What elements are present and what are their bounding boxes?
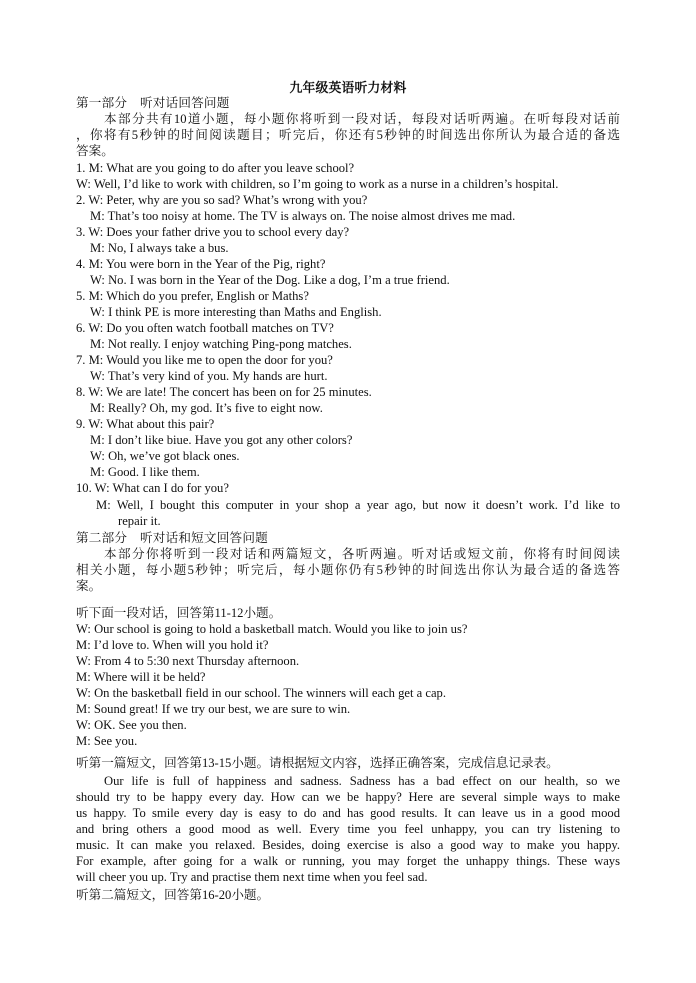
part2-heading: 第二部分 听对话和短文回答问题 <box>76 531 268 545</box>
dialogue-line: W: Our school is going to hold a basketball match. Would you like to join us? <box>76 622 468 636</box>
dialogue-line: W: OK. See you then. <box>76 718 187 732</box>
dialogue-line: M: Well, I bought this computer in your shop a year ago, but now it doesn’t work. I’d like to <box>96 498 620 512</box>
part2-intro-line: 案。 <box>76 579 102 593</box>
dialogue-line: 7. M: Would you like me to open the door for you? <box>76 353 333 367</box>
passage-line: and bring others a good mood as well. Every time you feel unhappy, you can try listening to <box>76 822 620 836</box>
part1-heading: 第一部分 听对话回答问题 <box>76 96 230 110</box>
dialogue-line: 8. W: We are late! The concert has been on for 25 minutes. <box>76 385 372 399</box>
dialogue-line: W: No. I was born in the Year of the Dog. Like a dog, I’m a true friend. <box>90 273 450 287</box>
part2-intro-line: 本部分你将听到一段对话和两篇短文，各听两遍。听对话或短文前，你将有时间阅读 <box>104 547 620 561</box>
dialogue-line: M: That’s too noisy at home. The TV is always on. The noise almost drives me mad. <box>90 209 516 223</box>
dialogue-line: M: See you. <box>76 734 138 748</box>
dialogue-line: W: Well, I’d like to work with children, so I’m going to work as a nurse in a children’s hospital. <box>76 177 559 191</box>
passage-line: Our life is full of happiness and sadness. Sadness has a bad effect on our health, so we <box>104 774 620 788</box>
dialogue-line: M: Really? Oh, my god. It’s five to eight now. <box>90 401 323 415</box>
dialogue-line: 4. M: You were born in the Year of the Pig, right? <box>76 257 326 271</box>
dialogue-line: M: I don’t like biue. Have you got any other colors? <box>90 433 353 447</box>
dialogue-line: 6. W: Do you often watch football matches on TV? <box>76 321 334 335</box>
dialogue-line: M: Not really. I enjoy watching Ping-pong matches. <box>90 337 352 351</box>
part2-intro-line: 相关小题，每小题5秒钟；听完后，每小题你仍有5秒钟的时间选出你认为最合适的备选答 <box>76 563 620 577</box>
section-label: 听第一篇短文，回答第13-15小题。请根据短文内容，选择正确答案，完成信息记录表。 <box>76 756 559 770</box>
section-label: 听第二篇短文，回答第16-20小题。 <box>76 888 270 902</box>
part1-intro-line: 本部分共有10道小题，每小题你将听到一段对话，每段对话听两遍。在听每段对话前 <box>104 112 620 126</box>
passage-line: should try to be happy every day. How can we be happy? Here are several simple ways to make <box>76 790 620 804</box>
passage-line: will cheer you up. Try and practise them next time when you feel sad. <box>76 870 428 884</box>
dialogue-line: M: I’d love to. When will you hold it? <box>76 638 269 652</box>
dialogue-line: W: I think PE is more interesting than Maths and English. <box>90 305 382 319</box>
dialogue-line: W: From 4 to 5:30 next Thursday afternoon. <box>76 654 300 668</box>
dialogue-line: M: Good. I like them. <box>90 465 200 479</box>
page-title: 九年级英语听力材料 <box>289 81 407 95</box>
dialogue-line: 2. W: Peter, why are you so sad? What’s wrong with you? <box>76 193 368 207</box>
dialogue-line: W: Oh, we’ve got black ones. <box>90 449 240 463</box>
passage-line: us happy. To smile every day is easy to do and has good results. It can leave us in a good mood <box>76 806 620 820</box>
dialogue-line: W: On the basketball field in our school. The winners will each get a cap. <box>76 686 447 700</box>
dialogue-line: 9. W: What about this pair? <box>76 417 215 431</box>
dialogue-line: 1. M: What are you going to do after you leave school? <box>76 161 355 175</box>
dialogue-line: repair it. <box>118 514 161 528</box>
part1-intro-line: ，你将有5秒钟的时间阅读题目；听完后，你还有5秒钟的时间选出你所认为最合适的备选 <box>76 128 620 142</box>
passage-line: music. It can make you relaxed. Besides, doing exercise is also a good way to make you happy. <box>76 838 620 852</box>
passage-line: For example, after going for a walk or running, you may forget the unhappy things. These ways <box>76 854 620 868</box>
dialogue-line: 10. W: What can I do for you? <box>76 481 229 495</box>
dialogue-line: M: No, I always take a bus. <box>90 241 229 255</box>
dialogue-line: 5. M: Which do you prefer, English or Maths? <box>76 289 309 303</box>
dialogue-line: M: Where will it be held? <box>76 670 206 684</box>
dialogue-line: W: That’s very kind of you. My hands are hurt. <box>90 369 328 383</box>
dialogue-line: 3. W: Does your father drive you to school every day? <box>76 225 350 239</box>
section-label: 听下面一段对话，回答第11-12小题。 <box>76 606 282 620</box>
dialogue-line: M: Sound great! If we try our best, we are sure to win. <box>76 702 351 716</box>
part1-intro-line: 答案。 <box>76 144 114 158</box>
